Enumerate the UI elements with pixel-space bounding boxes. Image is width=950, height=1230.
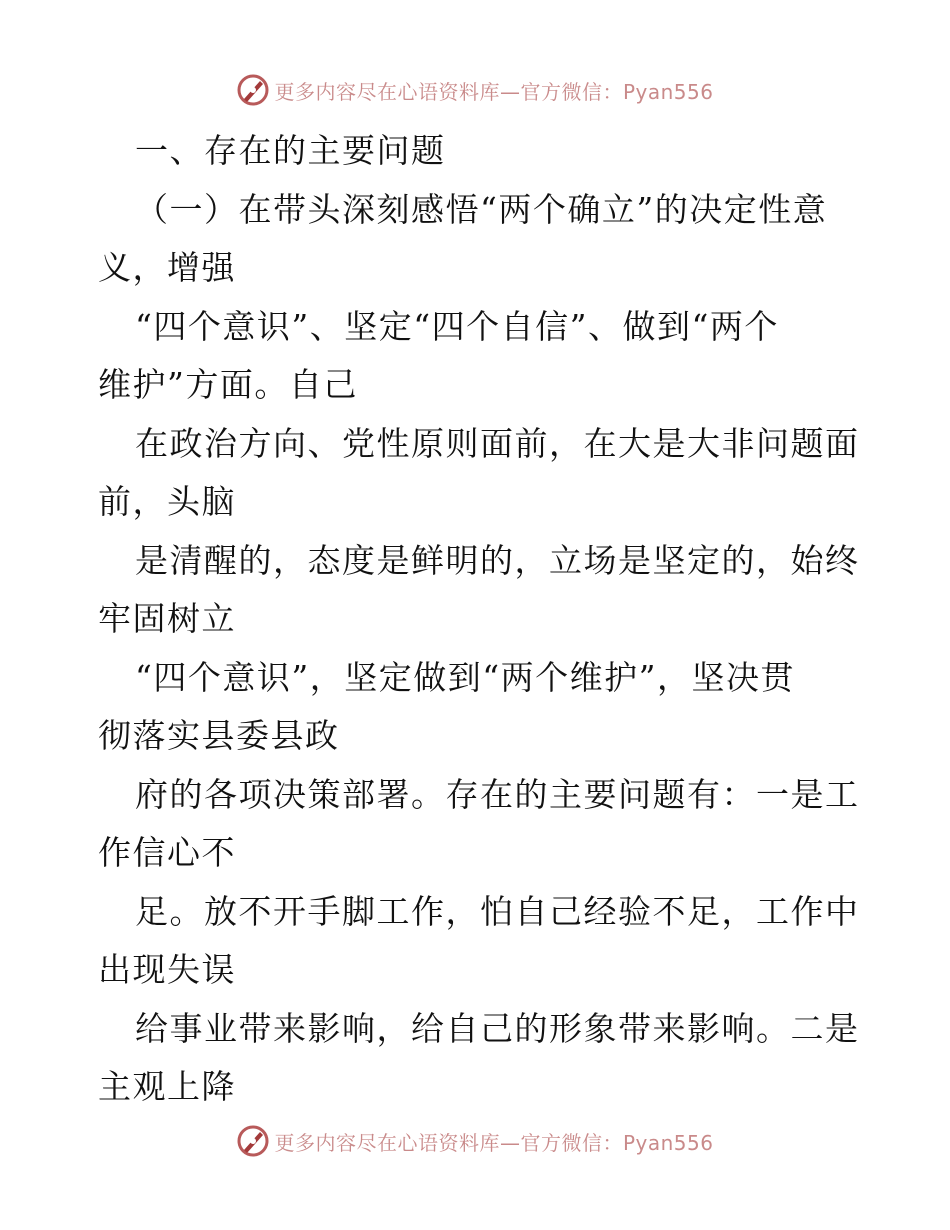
paragraph-line: 足。放不开手脚工作，怕自己经验不足，工作中 (135, 891, 860, 931)
paragraph-line: 维护”方面。自己 (98, 365, 358, 404)
paragraph-line: 作信心不 (98, 833, 236, 872)
paragraph-line: 给事业带来影响，给自己的形象带来影响。二是 (135, 1008, 860, 1048)
paragraph-line: 彻落实县委县政 (98, 716, 340, 755)
paragraph-line: “四个意识”、坚定“四个自信”、做到“两个 (135, 306, 779, 346)
paragraph-line: 前，头脑 (98, 482, 236, 521)
document-body (98, 122, 858, 1117)
watermark-footer (0, 1121, 950, 1161)
section-heading: 一、存在的主要问题 (135, 131, 446, 170)
paragraph-line: 在政治方向、党性原则面前，在大是大非问题面 (135, 423, 860, 463)
watermark-text: 更多内容尽在心语资料库—官方微信：Pyan556 (274, 1130, 714, 1155)
paragraph-line: “四个意识”，坚定做到“两个维护”，坚决贯 (135, 657, 795, 697)
pen-logo-icon (236, 1124, 270, 1158)
watermark-header (0, 70, 950, 110)
paragraph-line: 义，增强 (98, 248, 236, 287)
paragraph-line: 出现失误 (98, 950, 236, 989)
watermark-text: 更多内容尽在心语资料库—官方微信：Pyan556 (274, 79, 714, 104)
paragraph-line: 是清醒的，态度是鲜明的，立场是坚定的，始终 (135, 540, 860, 580)
paragraph-line: 牢固树立 (98, 599, 236, 638)
paragraph-line: 府的各项决策部署。存在的主要问题有：一是工 (135, 774, 860, 814)
paragraph-line: 主观上降 (98, 1067, 236, 1106)
paragraph-line: （一）在带头深刻感悟“两个确立”的决定性意 (135, 189, 828, 229)
pen-logo-icon (236, 73, 270, 107)
